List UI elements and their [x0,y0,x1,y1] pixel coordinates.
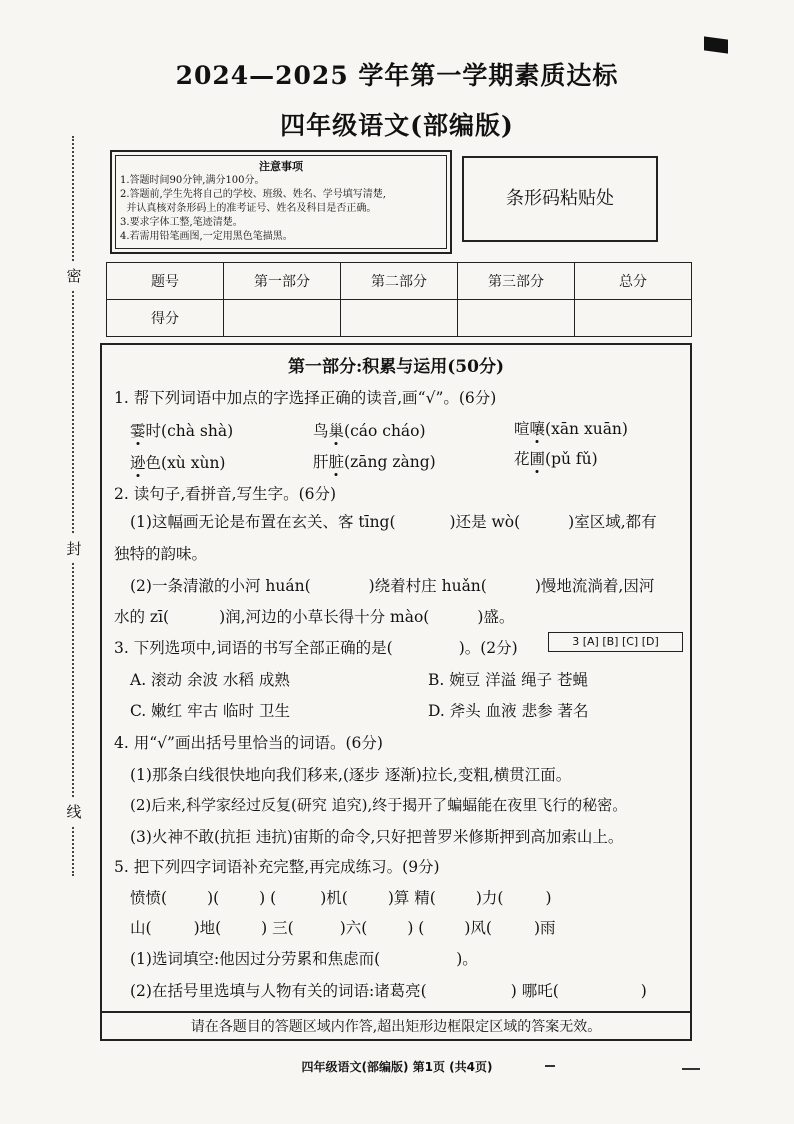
score-row-label: 得分 [107,300,224,337]
q5-text: (2)在括号里选填与人物有关的词语:诸葛亮( [130,982,427,1000]
q4-sentence2[interactable]: (2)后来,科学家经过反复(研究 追究),终于揭开了蝙蝠能在夜里飞行的秘密。 [130,796,628,814]
q5-text: )地( [193,919,222,937]
q2-text: )慢地流淌着,因河 [534,577,655,595]
notice-box [110,150,452,254]
q3-answer-bubble-box[interactable]: 3 [A] [B] [C] [D] [548,632,683,652]
q2-sentence1-cont: 独特的韵味。 [114,545,208,563]
q2-text: (1)这幅画无论是布置在玄关、客 tīng( [130,513,396,531]
score-header: 题号 [107,263,224,300]
q2-stem: 2. 读句子,看拼音,写生字。(6分) [114,485,337,503]
binding-char-feng: 封 [66,535,82,562]
q5-text: )算 精( [387,889,436,907]
score-cell[interactable] [575,300,692,337]
q5-text: )风( [464,919,492,937]
notice-item: 1.答题时间90分钟,满分100分。 [120,175,265,186]
q1-dotted-char: 逊 [130,454,146,472]
q5-text: ) ( [259,889,277,907]
q1-stem: 1. 帮下列词语中加点的字选择正确的读音,画“√”。(6分) [114,389,497,407]
scan-mark [682,1068,700,1070]
q5-text: )力( [475,889,504,907]
q3-option-a[interactable]: A. 滚动 余波 水稻 成熟 [130,671,290,689]
q2-text: 水的 zī( [114,608,170,626]
notice-title: 注意事项 [259,160,303,173]
q5-text: ) [545,889,552,907]
score-header: 总分 [575,263,692,300]
q3-option-c[interactable]: C. 嫩红 牢古 临时 卫生 [130,702,290,720]
exam-title-line2: 四年级语文(部编版) [280,111,514,140]
positioning-mark [704,36,728,53]
notice-item: 3.要求字体工整,笔迹清楚。 [120,217,243,228]
q1-item-rest: (cáo cháo) [344,422,426,440]
notice-item: 4.若需用铅笔画图,一定用黑色笔描黑。 [120,231,293,242]
q3-stem [114,636,518,658]
q2-text: )绕着村庄 huǎn( [368,577,487,595]
q2-text: )还是 wò( [449,513,521,531]
q5-text: (1)选词填空:他因过分劳累和焦虑而( [130,950,381,968]
q1-item[interactable] [313,450,436,472]
score-header: 第三部分 [458,263,575,300]
q1-item-rest: (pǔ fǔ) [545,450,598,468]
q5-text: )机( [320,889,348,907]
q1-item-prefix: 喧 [514,420,530,438]
q3-option-b[interactable]: B. 婉豆 洋溢 绳子 苍蝇 [428,671,589,689]
q2-text: )室区域,都有 [568,513,657,531]
q5-text: ) 三( [261,919,294,937]
q1-item[interactable] [514,417,628,439]
q5-stem: 5. 把下列四字词语补充完整,再完成练习。(9分) [114,858,440,876]
exam-title-line1: 2024—2025 学年第一学期素质达标 [175,61,619,90]
q2-text: )盛。 [477,608,515,626]
answer-area-notice: 请在各题目的答题区域内作答,超出矩形边框限定区域的答案无效。 [100,1011,692,1043]
q5-sub2 [130,979,647,1001]
q5-text: )。 [456,950,478,968]
q2-sentence2-cont [114,605,514,627]
q2-sentence1 [130,510,657,532]
q1-item-rest: (xān xuān) [545,420,628,438]
binding-char-mi: 密 [66,262,82,289]
q1-item-rest: 时(chà shà) [145,422,234,440]
q5-text: )六( [339,919,368,937]
q5-row1 [130,886,552,908]
q3-text: 3. 下列选项中,词语的书写全部正确的是( [114,639,393,657]
q1-item[interactable] [130,419,233,441]
q2-text: )润,河边的小草长得十分 mào( [219,608,430,626]
q1-item-prefix: 花 [514,450,530,468]
q5-sub1 [130,947,478,969]
page-footer: 四年级语文(部编版) 第1页 (共4页) [301,1060,493,1074]
q1-item[interactable] [313,419,426,441]
q4-sentence3[interactable]: (3)火神不敢(抗拒 违抗)宙斯的命令,只好把普罗米修斯押到高加索山上。 [130,828,624,846]
q5-row2 [130,916,556,938]
q5-text: ) ( [407,919,425,937]
binding-dotted-line [72,136,74,876]
score-cell[interactable] [458,300,575,337]
q1-dotted-char: 霎 [130,422,146,440]
q5-text: )雨 [533,919,556,937]
q4-sentence1[interactable]: (1)那条白线很快地向我们移来,(逐步 逐渐)拉长,变粗,横贯江面。 [130,766,572,784]
q1-dotted-char: 嚷 [529,420,546,438]
q5-text: 山( [130,919,152,937]
q3-option-d[interactable]: D. 斧头 血液 悲参 著名 [428,702,589,720]
q1-item[interactable] [130,451,225,473]
q5-text: )( [207,889,220,907]
q2-text: (2)一条清澈的小河 huán( [130,577,311,595]
scan-mark [545,1065,555,1067]
score-header: 第一部分 [224,263,341,300]
notice-item: 并认真核对条形码上的准考证号、姓名及科目是否正确。 [120,203,377,214]
score-cell[interactable] [341,300,458,337]
q1-item-prefix: 鸟 [313,422,329,440]
binding-char-xian: 线 [66,798,82,825]
q5-text: ) [640,982,647,1000]
q1-dotted-char: 圃 [529,450,546,468]
q1-item[interactable] [514,447,598,469]
q5-text: 愤愤( [130,889,168,907]
barcode-area: 条形码粘贴处 [462,156,658,242]
q2-sentence2 [130,574,654,596]
q5-text: ) 哪吒( [510,982,559,1000]
q4-stem: 4. 用“√”画出括号里恰当的词语。(6分) [114,734,383,752]
q1-item-prefix: 肝 [313,453,329,471]
q1-dotted-char: 巢 [328,422,345,440]
q1-item-rest: (zāng zàng) [344,453,436,471]
q1-dotted-char: 脏 [328,453,345,471]
part1-title: 第一部分:积累与运用(50分) [287,357,505,377]
q3-text: )。(2分) [458,639,518,657]
score-cell[interactable] [224,300,341,337]
q1-item-rest: 色(xù xùn) [145,454,226,472]
score-table [106,262,692,337]
score-header: 第二部分 [341,263,458,300]
notice-item: 2.答题前,学生先将自己的学校、班级、姓名、学号填写清楚, [120,189,386,200]
